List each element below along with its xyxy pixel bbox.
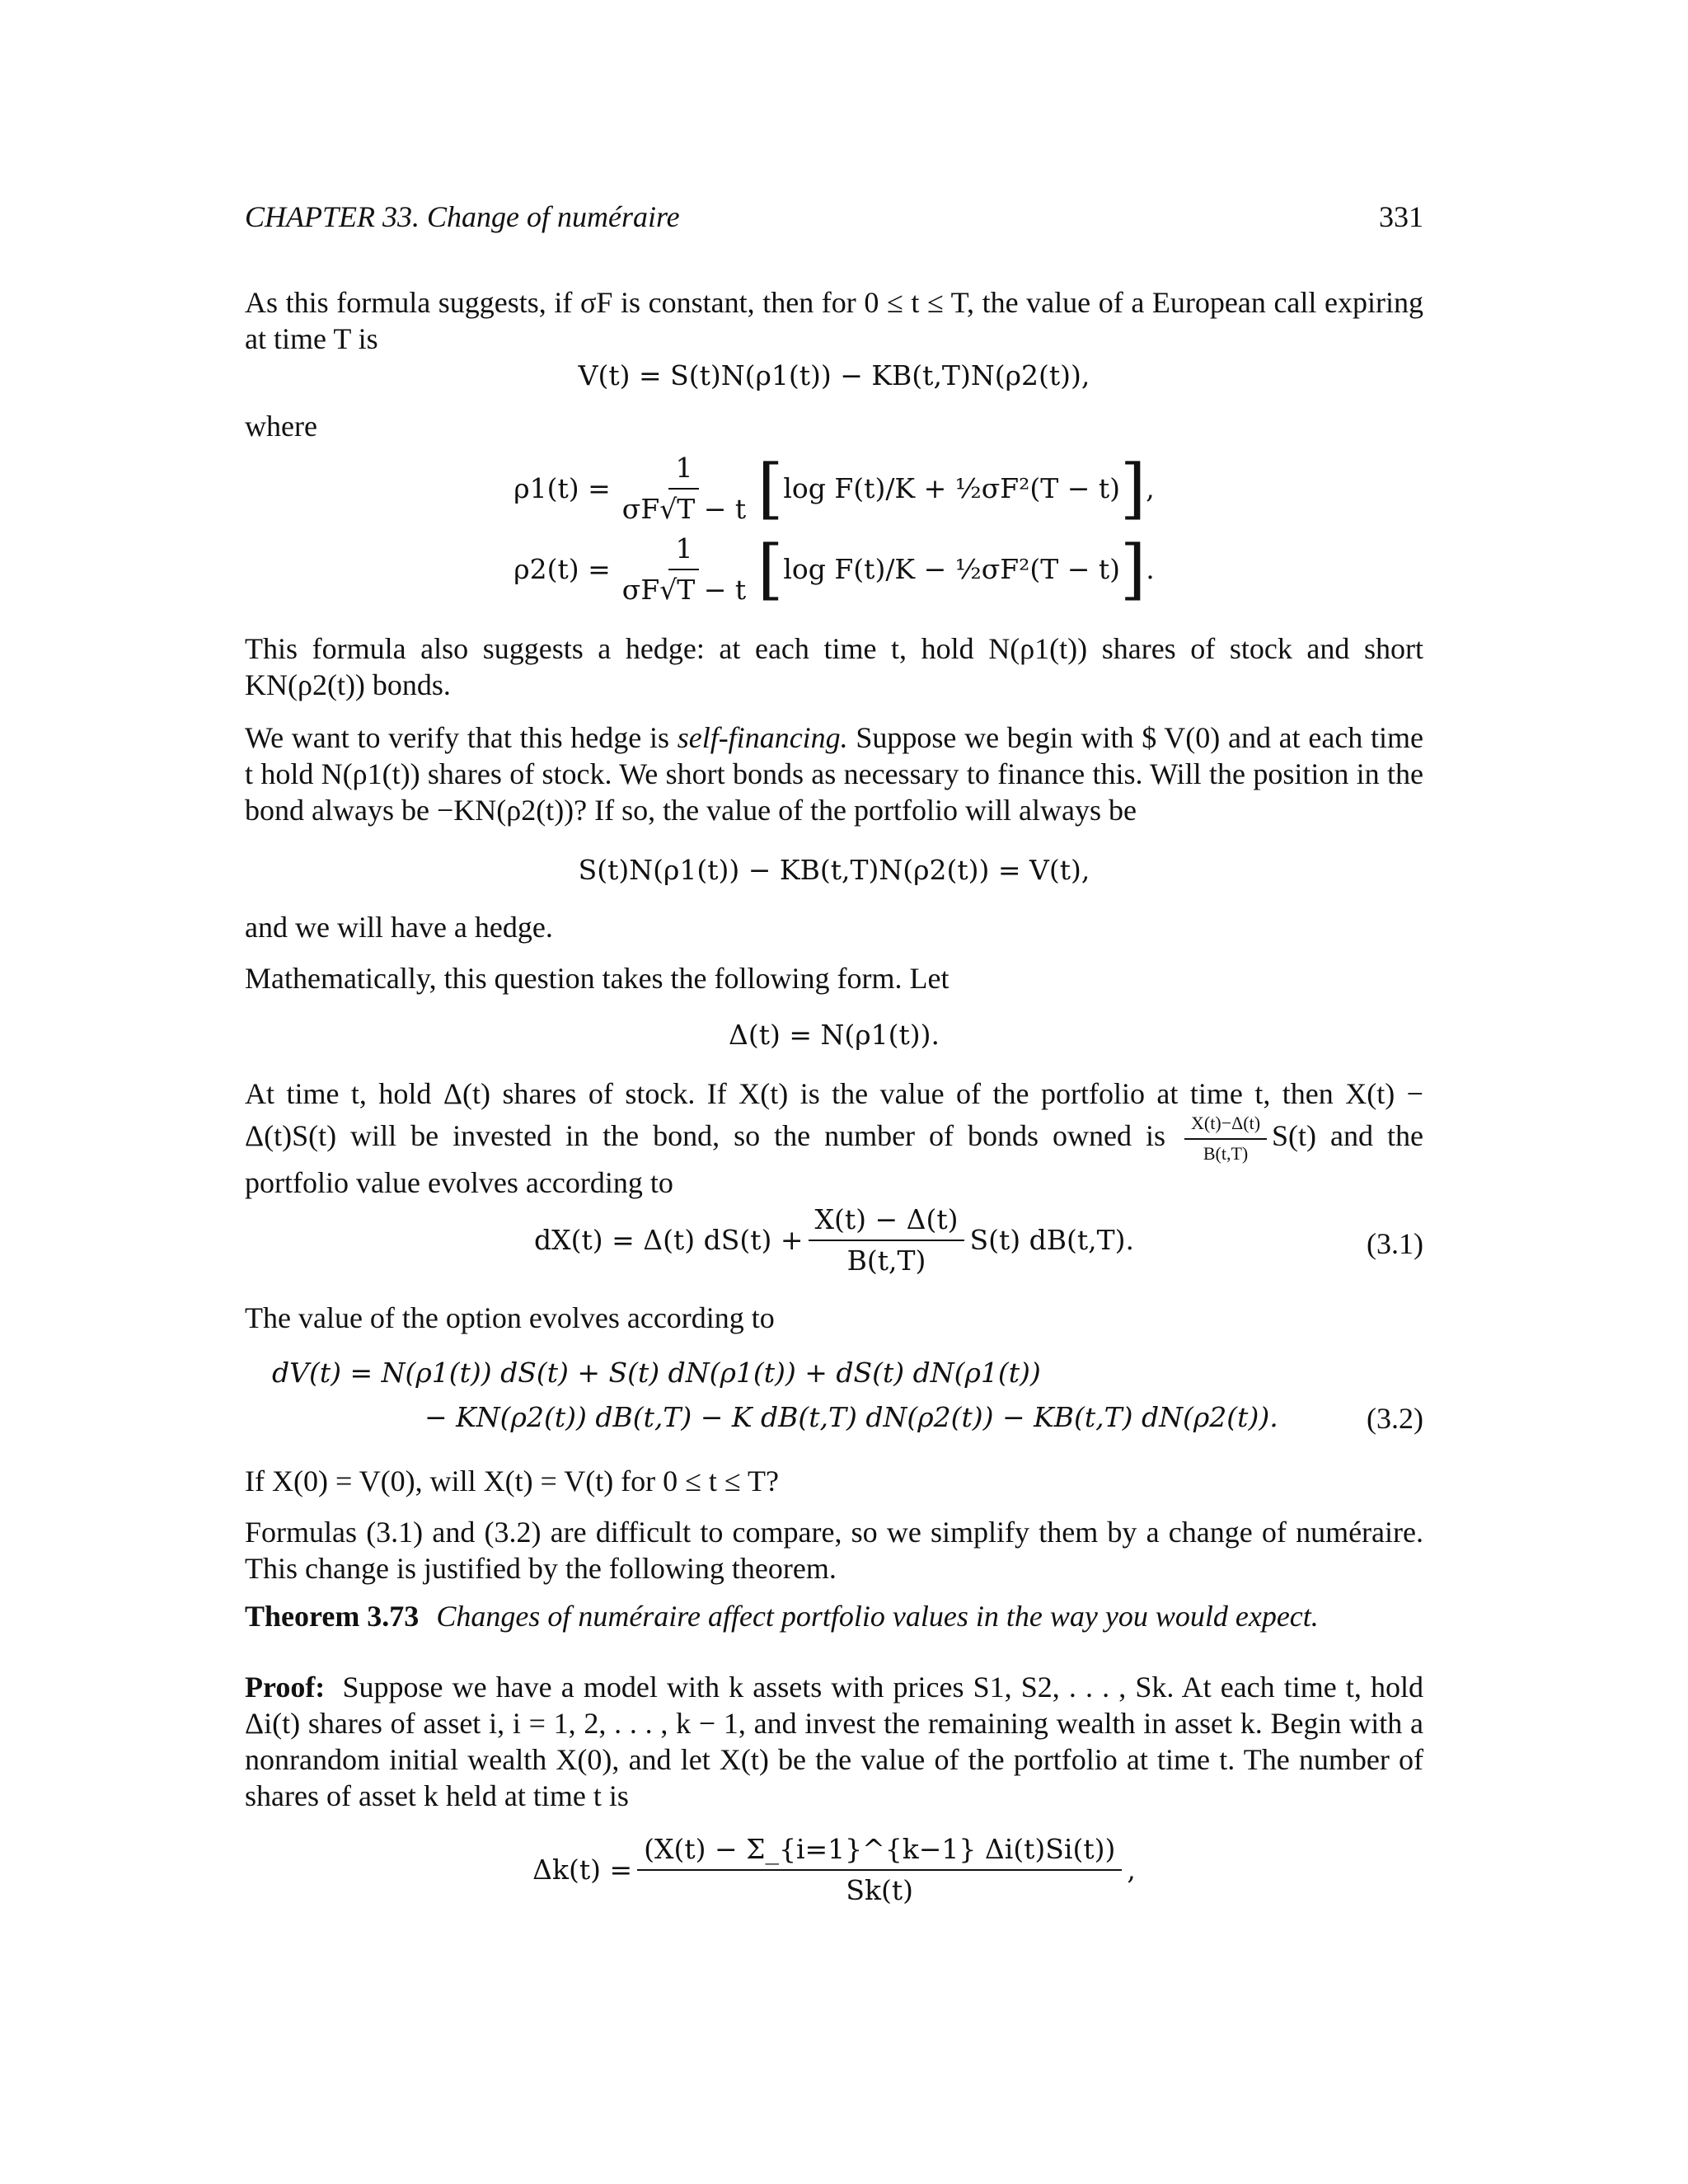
paragraph-1: As this formula suggests, if σF is constant, then for 0 ≤ t ≤ T, the value of a European call expiring at time T is — [245, 286, 1423, 355]
equation-3-1 — [245, 1203, 1423, 1278]
rho2-end: . — [1146, 553, 1155, 586]
paragraph-3-rest: Suppose we begin with $ V(0) and at each time t hold N(ρ1(t)) shares of stock. We short bonds as necessary to finance this. Will the position in the bond always be −KN(ρ2(t))? If so, the value of the portfolio will always be — [245, 721, 1423, 827]
bonds-fraction-denominator: B(t,T) — [1203, 1142, 1249, 1164]
left-bracket: [ — [757, 531, 784, 608]
running-header — [245, 199, 1423, 236]
eq31-denominator: B(t,T) — [846, 1244, 926, 1277]
delta-k-fraction — [637, 1833, 1122, 1908]
proof-text: Suppose we have a model with k assets with prices S1, S2, . . . , Sk. At each time t, hold Δi(t) shares of asset i, i = 1, 2, . . . , k − 1, and invest the remaining wealth in asset k. Begin with a nonrandom initial wealth X(0), and let X(t) be the value of the portfolio at time t. The number of shares of asset k held at time t is — [245, 1671, 1424, 1812]
delta-k-lhs: Δk(t) = — [532, 1854, 633, 1886]
equation-delta-k — [245, 1833, 1423, 1908]
rho2-body: log F(t)/K − ½σF²(T − t) — [783, 553, 1121, 586]
paragraph-5: Mathematically, this question takes the following form. Let — [245, 962, 950, 995]
delta-k-end: , — [1127, 1854, 1136, 1886]
paragraph-7: The value of the option evolves according to — [245, 1301, 775, 1334]
proof — [245, 1670, 1423, 1815]
paragraph-6-rest: S(t) and the portfolio value evolves according to — [245, 1119, 1423, 1199]
bonds-fraction — [1184, 1113, 1267, 1165]
paragraph-2: This formula also suggests a hedge: at each time t, hold N(ρ1(t)) shares of stock and short KN(ρ2(t)) bonds. — [245, 632, 1423, 701]
chapter-title: CHAPTER 33. Change of numéraire — [245, 200, 680, 233]
eq31-fraction — [809, 1203, 965, 1278]
page-number: 331 — [1379, 200, 1423, 233]
rho2-denominator: σF√T − t — [621, 574, 747, 607]
equation-delta: Δ(t) = N(ρ1(t)). — [729, 1019, 940, 1051]
paragraph-9: Formulas (3.1) and (3.2) are difficult to compare, so we simplify them by a change of numéraire. This change is justified by the following theorem. — [245, 1516, 1423, 1585]
eq31-lhs: dX(t) = Δ(t) dS(t) + — [534, 1224, 804, 1257]
delta-k-denominator: Sk(t) — [846, 1874, 914, 1907]
paragraph-8: If X(0) = V(0), will X(t) = V(t) for 0 ≤ t ≤ T? — [245, 1465, 779, 1497]
theorem-statement: Changes of numéraire affect portfolio values in the way you would expect. — [436, 1600, 1319, 1633]
eq32-line-2: − KN(ρ2(t)) dB(t,T) − K dB(t,T) dN(ρ2(t)) − KB(t,T) dN(ρ2(t)). — [424, 1401, 1278, 1433]
equation-number-3-1: (3.1) — [1367, 1227, 1423, 1260]
left-bracket: [ — [757, 450, 784, 527]
rho1-numerator: 1 — [668, 452, 699, 490]
rho1-end: , — [1146, 472, 1155, 505]
right-bracket: ] — [1120, 531, 1146, 608]
rho2-numerator: 1 — [668, 532, 699, 570]
paragraph-3-start: We want to verify that this hedge is — [245, 721, 678, 754]
equation-rho1 — [245, 452, 1423, 527]
rho1-denominator: σF√T − t — [621, 493, 747, 526]
equation-portfolio-value: S(t)N(ρ1(t)) − KB(t,T)N(ρ2(t)) = V(t), — [578, 854, 1090, 886]
paragraph-4: and we will have a hedge. — [245, 911, 553, 944]
rho2-lhs: ρ2(t) = — [513, 553, 611, 586]
rho1-body: log F(t)/K + ½σF²(T − t) — [783, 472, 1121, 505]
equation-call-value: V(t) = S(t)N(ρ1(t)) − KB(t,T)N(ρ2(t)), — [578, 359, 1090, 391]
proof-label: Proof: — [245, 1671, 326, 1704]
theorem — [245, 1599, 1423, 1635]
rho2-fraction — [616, 532, 753, 607]
eq31-numerator: X(t) − Δ(t) — [809, 1203, 965, 1241]
equation-rho2 — [245, 532, 1423, 607]
self-financing-emphasis: self-financing. — [677, 721, 848, 754]
eq31-rhs: S(t) dB(t,T). — [969, 1224, 1134, 1257]
rho1-fraction — [616, 452, 753, 527]
right-bracket: ] — [1120, 450, 1146, 527]
rho1-lhs: ρ1(t) = — [513, 472, 611, 505]
paragraph-6 — [245, 1076, 1423, 1201]
paragraph-6-start: At time t, hold Δ(t) shares of stock. If X(t) is the value of the portfolio at time t, then X(t) − Δ(t)S(t) will be invested in the bond, so the number of bonds owned is — [245, 1077, 1423, 1152]
delta-k-numerator: (X(t) − Σ_{i=1}^{k−1} Δi(t)Si(t)) — [637, 1833, 1122, 1871]
eq32-line-1: dV(t) = N(ρ1(t)) dS(t) + S(t) dN(ρ1(t)) + dS(t) dN(ρ1(t)) — [272, 1357, 1041, 1389]
equation-number-3-2: (3.2) — [1367, 1402, 1423, 1435]
theorem-label: Theorem 3.73 — [245, 1600, 420, 1633]
bonds-fraction-numerator: X(t)−Δ(t) — [1184, 1113, 1267, 1140]
paragraph-3 — [245, 720, 1423, 829]
where-label: where — [245, 410, 317, 443]
